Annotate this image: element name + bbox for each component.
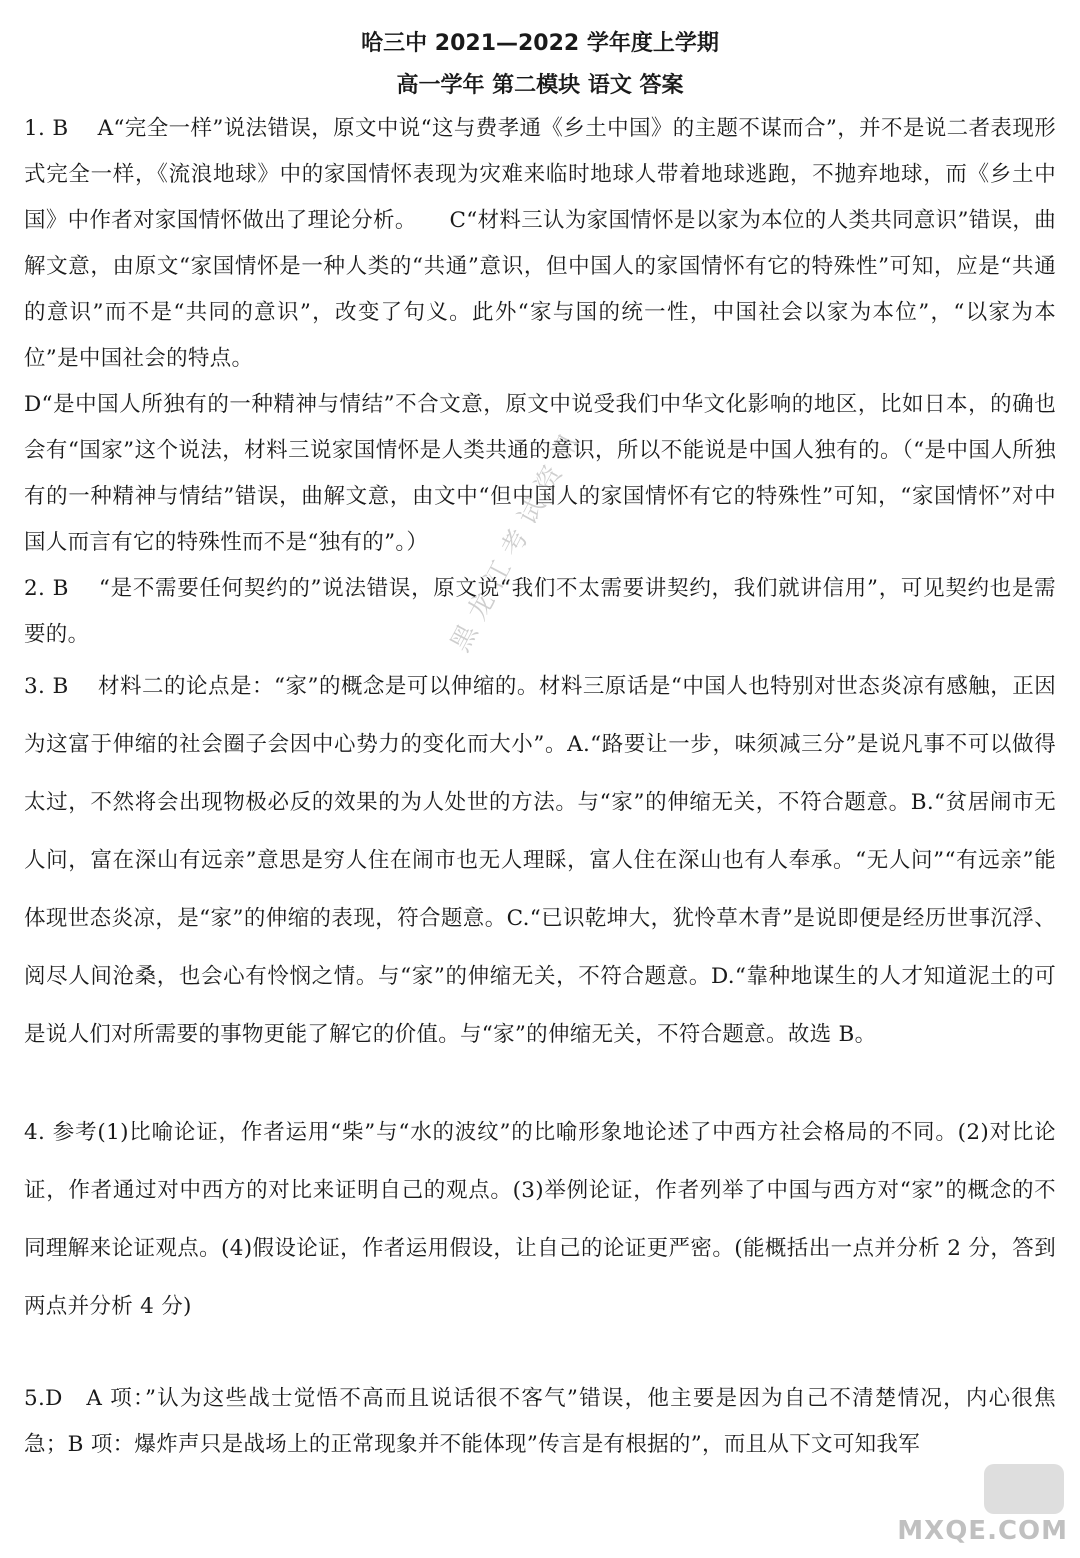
document-title: 哈三中 2021—2022 学年度上学期 (361, 31, 719, 56)
answer-5-paragraph: 5.D A 项：”认为这些战士觉悟不高而且说话很不客气”错误，他主要是因为自己不清楚情况，内心很焦急；B 项：爆炸声只是战场上的正常现象并不能体现”传言是有根据的”，而且从下文可知我军 (24, 1386, 1056, 1457)
watermark-text: 黑龙江考试资讯 (445, 420, 591, 657)
answer-1-continuation-paragraph: D“是中国人所独有的一种精神与情结”不合文意，原文中说受我们中华文化影响的地区，比如日本，的确也会有“国家”这个说法，材料三说家国情怀是人类共通的意识，所以不能说是中国人独有的。（“是中国人所独有的一种精神与情结”错误，曲解文意，由文中“但中国人的家国情怀有它的特殊性”可知，“家国情怀”对中国人而言有它的特殊性而不是“独有的”。） (24, 392, 1056, 555)
document-subtitle: 高一学年 第二模块 语文 答案 (396, 73, 684, 98)
spacer (24, 1336, 1056, 1376)
logo-text: MXQE.COM (897, 1516, 1068, 1546)
answer-4-paragraph: 4. 参考(1)比喻论证，作者运用“柴”与“水的波纹”的比喻形象地论述了中西方社会格局的不同。(2)对比论证，作者通过对中西方的对比来证明自己的观点。(3)举例论证，作者列举了中国与西方对“家”的概念的不同理解来论证观点。(4)假设论证，作者运用假设，让自己的论证更严密。(能概括出一点并分析 2 分，答到两点并分析 4 分) (24, 1120, 1056, 1319)
spacer (24, 1064, 1056, 1104)
answer-1-paragraph: 1. B A“完全一样”说法错误，原文中说“这与费孝通《乡土中国》的主题不谋而合”，并不是说二者表现形式完全一样，《流浪地球》中的家国情怀表现为灾难来临时地球人带着地球逃跑，不抛弃地球，而《乡土中国》中作者对家国情怀做出了理论分析。 C“材料三认为家国情怀是以家为本位的人类共同意识”错误，曲解文意，由原文“家国情怀是一种人类的“共通”意识，但中国人的家国情怀有它的特殊性”可知，应是“共通的意识”而不是“共同的意识”，改变了句义。此外“家与国的统一性，中国社会以家为本位”，“以家为本位”是中国社会的特点。 (24, 116, 1056, 371)
answer-2-paragraph: 2. B “是不需要任何契约的”说法错误，原文说“我们不太需要讲契约，我们就讲信用”，可见契约也是需要的。 (24, 576, 1056, 647)
answer-3-paragraph: 3. B 材料二的论点是：“家”的概念是可以伸缩的。材料三原话是“中国人也特别对世态炎凉有感触，正因为这富于伸缩的社会圈子会因中心势力的变化而大小”。A.“路要让一步，味须减三分”是说凡事不可以做得太过，不然将会出现物极必反的效果的为人处世的方法。与“家”的伸缩无关，不符合题意。B.“贫居闹市无人问，富在深山有远亲”意思是穷人住在闹市也无人理睬，富人住在深山也有人奉承。“无人问”“有远亲”能体现世态炎凉，是“家”的伸缩的表现，符合题意。C.“已识乾坤大，犹怜草木青”是说即便是经历世事沉浮、阅尽人间沧桑，也会心有怜悯之情。与“家”的伸缩无关，不符合题意。D.“靠种地谋生的人才知道泥土的可是说人们对所需要的事物更能了解它的价值。与“家”的伸缩无关，不符合题意。故选 B。 (24, 674, 1056, 1047)
